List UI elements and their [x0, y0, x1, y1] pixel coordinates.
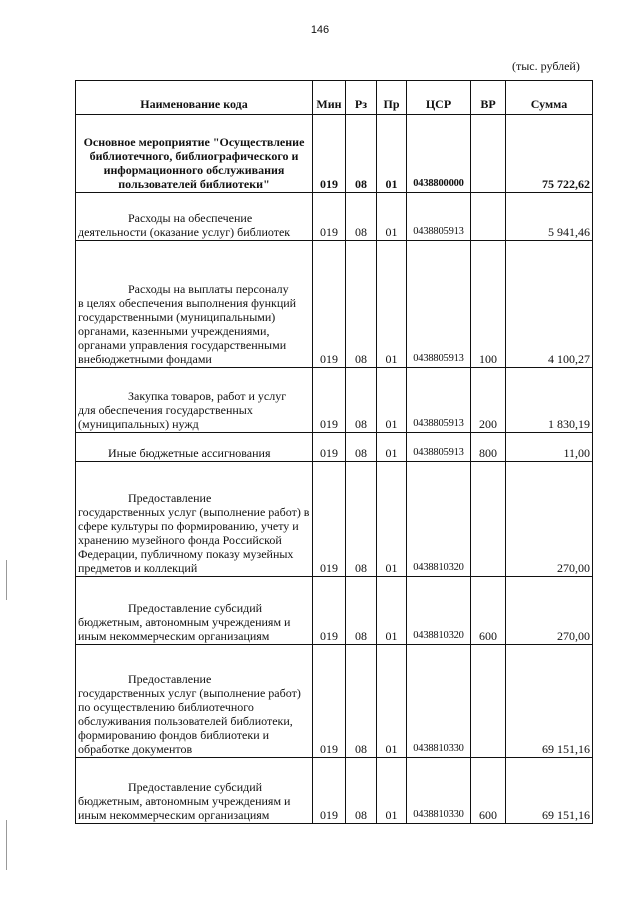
row-pr: 01	[377, 433, 407, 462]
row-vr	[471, 462, 506, 577]
table-row	[76, 433, 593, 462]
row-min: 019	[313, 645, 346, 758]
row-min: 019	[313, 758, 346, 824]
table-row	[76, 193, 593, 241]
row-name	[76, 433, 313, 462]
row-name-first: Иные бюджетные ассигнования	[108, 446, 271, 460]
header-vr: ВР	[471, 81, 506, 115]
table-row	[76, 577, 593, 645]
row-pr: 01	[377, 758, 407, 824]
row-name-text: Основное мероприятие "Осуществление библиотечного, библиографического и информационного обслуживания пользователей библиотеки"	[83, 135, 305, 191]
row-min: 019	[313, 577, 346, 645]
row-name-first: Предоставление субсидий	[128, 601, 263, 615]
row-min: 019	[313, 115, 346, 193]
scan-margin-mark	[6, 820, 7, 870]
row-sum: 69 151,16	[506, 645, 593, 758]
table-row	[76, 462, 593, 577]
row-csr: 0438805913	[407, 193, 471, 241]
row-rz: 08	[346, 241, 377, 368]
row-sum: 5 941,46	[506, 193, 593, 241]
header-sum: Сумма	[506, 81, 593, 115]
table-header-row	[76, 81, 593, 115]
row-vr	[471, 193, 506, 241]
row-sum: 270,00	[506, 462, 593, 577]
row-sum: 11,00	[506, 433, 593, 462]
row-vr	[471, 115, 506, 193]
row-rz: 08	[346, 115, 377, 193]
row-name-rest: бюджетным, автономным учреждениям и иным некоммерческим организациям	[78, 794, 291, 822]
row-name-rest: деятельности (оказание услуг) библиотек	[78, 225, 291, 239]
row-min: 019	[313, 368, 346, 433]
header-min: Мин	[313, 81, 346, 115]
row-name-first: Предоставление	[128, 491, 212, 505]
row-name	[76, 758, 313, 824]
row-name-rest: государственных услуг (выполнение работ) в сфере культуры по формированию, учету и хранению музейного фонда Российской Федерации, публичному показу музейных предметов и коллекций	[78, 505, 310, 575]
row-csr: 0438800000	[407, 115, 471, 193]
row-name-rest: в целях обеспечения выполнения функций государственными (муниципальными) органами, казенными учреждениями, органами управления государственными внебюджетными фондами	[78, 296, 297, 366]
row-name-rest: бюджетным, автономным учреждениям и иным некоммерческим организациям	[78, 615, 291, 643]
row-csr: 0438810320	[407, 577, 471, 645]
row-vr: 600	[471, 758, 506, 824]
row-sum: 1 830,19	[506, 368, 593, 433]
header-pr: Пр	[377, 81, 407, 115]
row-vr	[471, 645, 506, 758]
row-pr: 01	[377, 193, 407, 241]
row-rz: 08	[346, 758, 377, 824]
row-min: 019	[313, 462, 346, 577]
page-number: 146	[310, 24, 330, 36]
header-name: Наименование кода	[76, 81, 313, 115]
row-pr: 01	[377, 368, 407, 433]
table-row	[76, 368, 593, 433]
row-rz: 08	[346, 433, 377, 462]
row-sum: 270,00	[506, 577, 593, 645]
row-csr: 0438810330	[407, 645, 471, 758]
row-name-first: Предоставление субсидий	[128, 780, 263, 794]
row-name	[76, 241, 313, 368]
header-csr: ЦСР	[407, 81, 471, 115]
row-min: 019	[313, 433, 346, 462]
row-min: 019	[313, 241, 346, 368]
row-csr: 0438805913	[407, 241, 471, 368]
table-row	[76, 241, 593, 368]
row-name	[76, 645, 313, 758]
row-name	[76, 115, 313, 193]
row-pr: 01	[377, 645, 407, 758]
row-rz: 08	[346, 193, 377, 241]
row-pr: 01	[377, 115, 407, 193]
row-csr: 0438810320	[407, 462, 471, 577]
row-name-rest: для обеспечения государственных (муниципальных) нужд	[78, 403, 253, 431]
row-sum: 69 151,16	[506, 758, 593, 824]
row-sum: 4 100,27	[506, 241, 593, 368]
row-name	[76, 577, 313, 645]
units-label: (тыс. рублей)	[512, 59, 580, 73]
row-pr: 01	[377, 577, 407, 645]
row-vr: 100	[471, 241, 506, 368]
table-row	[76, 758, 593, 824]
row-name-first: Расходы на выплаты персоналу	[128, 282, 289, 296]
row-rz: 08	[346, 462, 377, 577]
row-min: 019	[313, 193, 346, 241]
row-vr: 800	[471, 433, 506, 462]
row-name	[76, 193, 313, 241]
row-name-rest: государственных услуг (выполнение работ) по осуществлению библиотечного обслуживания пользователей библиотеки, формированию фондов библиотеки и обработке документов	[78, 686, 301, 756]
table-row	[76, 645, 593, 758]
row-name	[76, 368, 313, 433]
row-rz: 08	[346, 645, 377, 758]
row-vr: 600	[471, 577, 506, 645]
row-pr: 01	[377, 241, 407, 368]
row-name	[76, 462, 313, 577]
row-rz: 08	[346, 577, 377, 645]
row-vr: 200	[471, 368, 506, 433]
row-rz: 08	[346, 368, 377, 433]
row-csr: 0438810330	[407, 758, 471, 824]
row-pr: 01	[377, 462, 407, 577]
row-name-first: Закупка товаров, работ и услуг	[128, 389, 287, 403]
row-csr: 0438805913	[407, 433, 471, 462]
row-name-first: Расходы на обеспечение	[128, 211, 253, 225]
row-name-first: Предоставление	[128, 672, 212, 686]
row-csr: 0438805913	[407, 368, 471, 433]
header-rz: Рз	[346, 81, 377, 115]
table-row	[76, 115, 593, 193]
scan-margin-mark	[6, 560, 7, 600]
budget-table	[75, 80, 593, 824]
row-sum: 75 722,62	[506, 115, 593, 193]
